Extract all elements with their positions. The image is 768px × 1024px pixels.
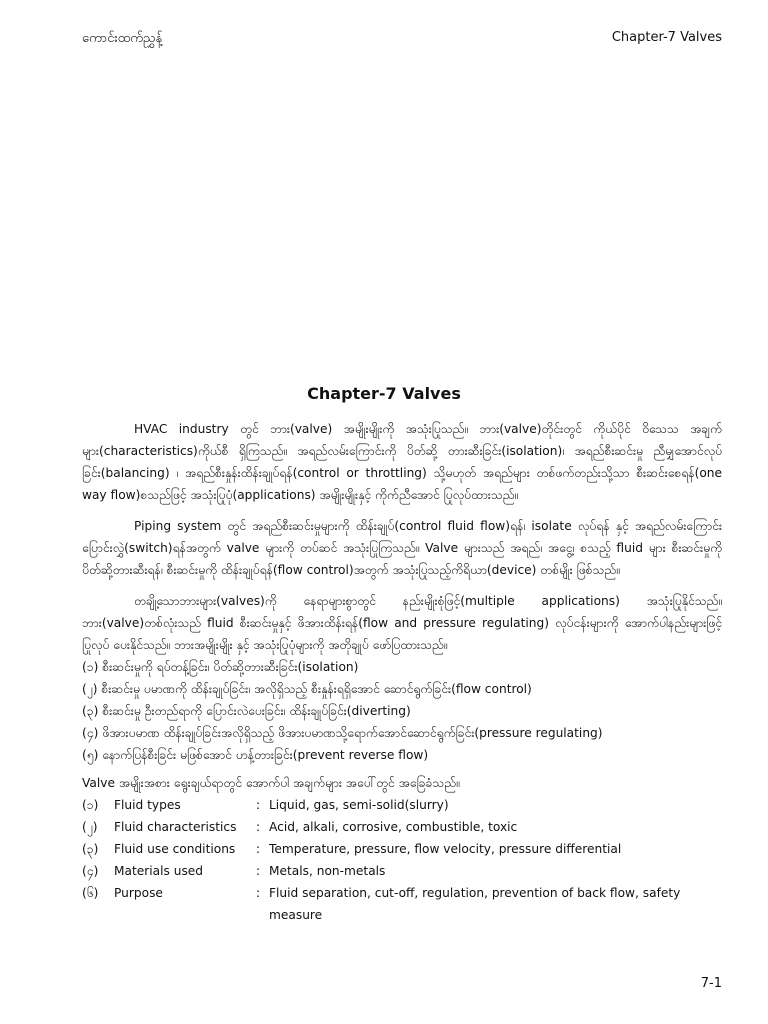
list-item: (၂) စီးဆင်းမှု ပမာဏကို ထိန်းချုပ်ခြင်း၊ အလိုရှိသည့် စီးနှုန်းရရှိအောင် ဆောင်ရွက်ခြင်း(flow control) (82, 682, 532, 696)
row-value: Liquid, gas, semi-solid(slurry) (269, 798, 449, 812)
row-colon: : (256, 864, 261, 878)
document-body (82, 418, 722, 926)
row-colon: : (256, 886, 261, 900)
row-value: Metals, non-metals (269, 864, 386, 878)
paragraph-applications: တချို့သောဘားများ(valves)ကို နေရာများစွာတွင် နည်းမျိုးစုံဖြင့်(multiple applications) အသုံးပြုနိုင်သည်။ ဘား(valve)တစ်လုံးသည် fluid စီးဆင်းမှုနှင့် ဖိအားထိန်းရန်(flow and pressure regulating) လုပ်ငန်းများကို အောက်ပါနည်းများဖြင့် ပြုလုပ် ပေးနိုင်သည်။ ဘားအမျိုးမျိုး နှင့် အသုံးပြုပုံများကို အတိုချုပ် ဖော်ပြထားသည်။ (82, 594, 722, 652)
list-item: (၄) ဖိအားပမာဏ ထိန်းချုပ်ခြင်းအလိုရှိသည့် ဖိအားပမာဏသို့ရောက်အောင်ဆောင်ရွက်ခြင်း(pressure regulating) (82, 726, 603, 740)
row-colon: : (256, 820, 261, 834)
selection-intro: Valve အမျိုးအစား ရွေးချယ်ရာတွင် အောက်ပါ အချက်များ အပေါ်တွင် အခြေခံသည်။ (82, 776, 460, 790)
paragraph-intro: HVAC industry တွင် ဘား(valve) အမျိုးမျိုးကို အသုံးပြုသည်။ ဘား(valve)တိုင်းတွင် ကိုယ်ပိုင် ဝိသေသ အချက်များ(characteristics)ကိုယ်စီ ရှိကြသည်။ အရည်လမ်းကြောင်းကို ပိတ်ဆို့ တားဆီးခြင်း(isolation)၊ အရည်စီးဆင်းမှု ညီမျှအောင်လုပ်ခြင်း(balancing) ၊ အရည်စီးနှုန်းထိန်းချုပ်ရန်(control or throttling) သို့မဟုတ် အရည်များ တစ်ဖက်တည်းသို့သာ စီးဆင်းစေရန်(one way flow)စသည်ဖြင့် အသုံးပြုပုံ(applications) အမျိုးမျိုးနှင့် ကိုက်ညီအောင် ပြုလုပ်ထားသည်။ (82, 422, 722, 502)
row-number: (၂) (82, 820, 98, 834)
row-label: Fluid types (114, 798, 181, 812)
header-chapter: Chapter-7 Valves (611, 30, 722, 45)
row-value: Temperature, pressure, flow velocity, pressure differential (269, 842, 622, 856)
list-item: (၅) နောက်ပြန်စီးခြင်း မဖြစ်အောင် ဟန့်တားခြင်း(prevent reverse flow) (82, 748, 429, 762)
table-row (82, 794, 709, 816)
row-number: (၆) (82, 886, 99, 900)
page-title: Chapter-7 Valves (307, 384, 461, 403)
table-row (82, 838, 709, 860)
row-value: Acid, alkali, corrosive, combustible, toxic (269, 820, 518, 834)
list-item: (၃) စီးဆင်းမှု ဦးတည်ရာကို ပြောင်းလဲပေးခြင်း၊ ထိန်းချုပ်ခြင်း(diverting) (82, 704, 411, 718)
table-row (82, 860, 709, 882)
row-label: Fluid characteristics (114, 820, 237, 834)
list-item: (၁) စီးဆင်းမှုကို ရပ်တန့်ခြင်း၊ ပိတ်ဆို့တားဆီးခြင်း(isolation) (82, 660, 359, 674)
row-number: (၄) (82, 864, 99, 878)
row-label: Purpose (114, 886, 163, 900)
selection-table (82, 794, 709, 926)
function-list (82, 656, 722, 766)
row-label: Materials used (114, 864, 204, 878)
row-colon: : (256, 842, 261, 856)
row-label: Fluid use conditions (114, 842, 236, 856)
table-row (82, 816, 709, 838)
row-number: (၃) (82, 842, 99, 856)
page-number: 7-1 (700, 976, 722, 991)
row-number: (၁) (82, 798, 99, 812)
row-colon: : (256, 798, 261, 812)
row-value: Fluid separation, cut-off, regulation, prevention of back flow, safety measure (269, 886, 681, 922)
paragraph-piping: Piping system တွင် အရည်စီးဆင်းမှုများကို ထိန်းချုပ်(control fluid flow)ရန်၊ isolate လုပ်ရန် နှင့် အရည်လမ်းကြောင်းပြောင်းလွှဲ(switch)ရန်အတွက် valve များကို တပ်ဆင် အသုံးပြုကြသည်။ Valve များသည် အရည်၊ အငွေ့၊ စသည့် fluid များ စီးဆင်းမှုကို ပိတ်ဆို့တားဆီးရန်၊ စီးဆင်းမှုကို ထိန်းချုပ်ရန်(flow control)အတွက် အသုံးပြုသည့်ကိရိယာ(device) တစ်မျိုး ဖြစ်သည်။ (82, 519, 722, 577)
table-row (82, 882, 709, 926)
header-author: ကောင်းထက်ညွှန့် (82, 31, 163, 46)
